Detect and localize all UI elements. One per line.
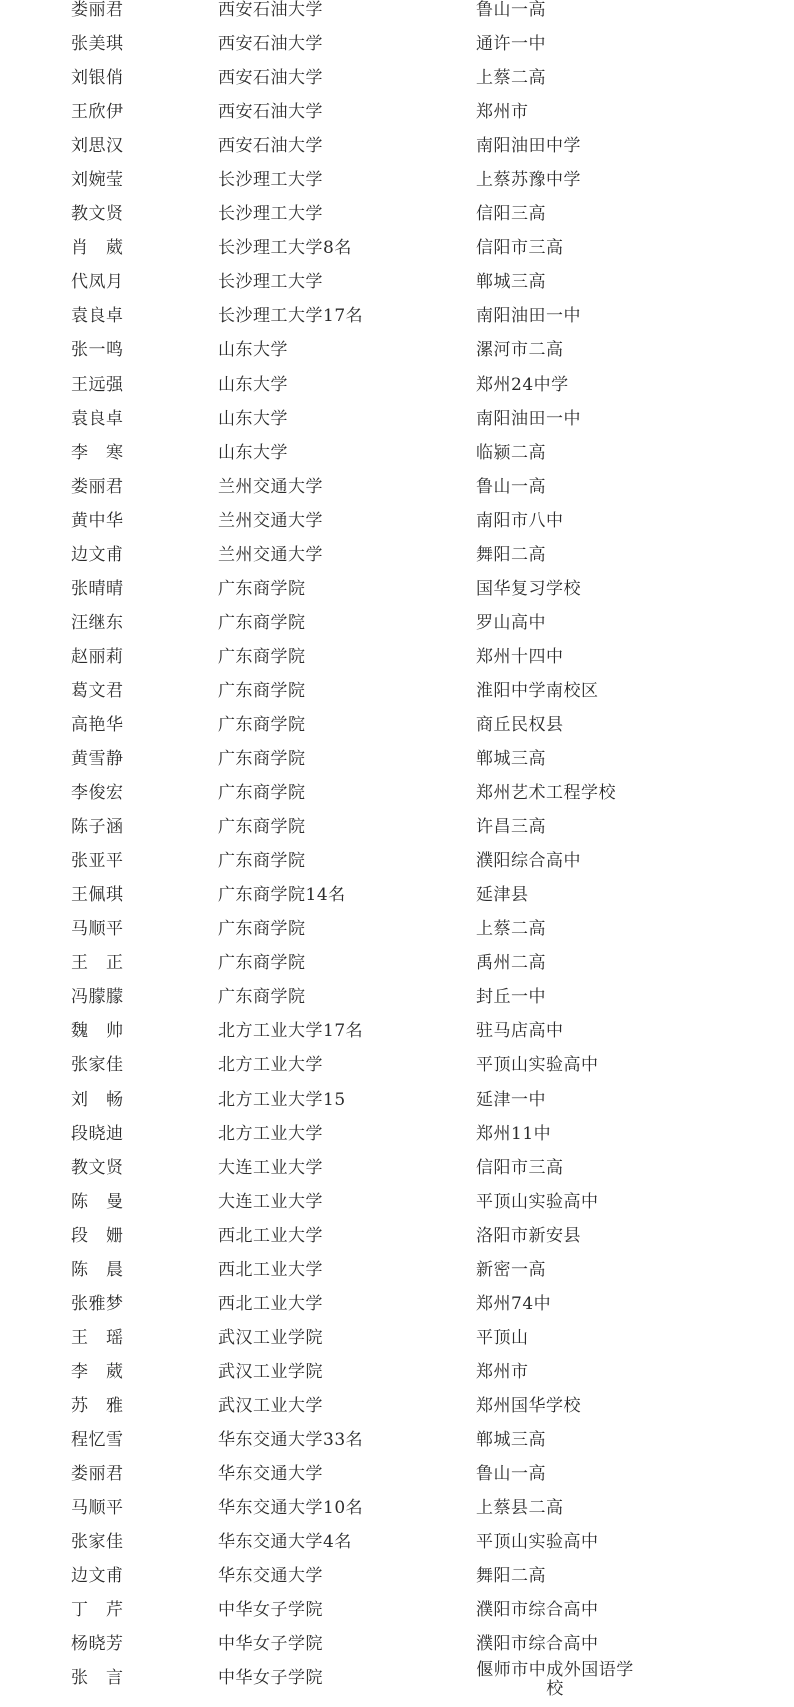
high-school-name: 郸城三高 (476, 749, 546, 770)
high-school-name: 国华复习学校 (476, 578, 581, 599)
student-name: 袁良卓 (71, 306, 124, 327)
university-name: 山东大学 (218, 408, 288, 429)
list-item (0, 606, 794, 640)
student-name: 葛文君 (71, 680, 124, 701)
list-item (0, 1014, 794, 1048)
university-name: 长沙理工大学8名 (218, 238, 352, 259)
high-school-name: 郑州十四中 (476, 646, 564, 667)
high-school-name: 鲁山一高 (476, 476, 546, 497)
list-item (0, 197, 794, 231)
student-name: 黄中华 (71, 510, 124, 531)
university-name: 兰州交通大学 (218, 476, 323, 497)
list-item (0, 265, 794, 299)
high-school-name: 南阳市八中 (476, 510, 564, 531)
student-name: 苏 雅 (71, 1395, 124, 1416)
student-name: 张美琪 (71, 34, 124, 55)
high-school-name: 平顶山 (476, 1327, 529, 1348)
list-item (0, 27, 794, 61)
student-name: 刘思汉 (71, 136, 124, 157)
high-school-name: 鲁山一高 (476, 1464, 546, 1485)
high-school-name: 信阳三高 (476, 204, 546, 225)
list-item (0, 0, 794, 27)
university-name: 西安石油大学 (218, 0, 323, 20)
high-school-name: 濮阳综合高中 (476, 851, 581, 872)
list-item (0, 470, 794, 504)
list-item (0, 402, 794, 436)
list-item (0, 1457, 794, 1491)
high-school-name: 郑州24中学 (476, 374, 569, 395)
high-school-name: 临颍二高 (476, 442, 546, 463)
university-name: 华东交通大学 (218, 1566, 323, 1587)
university-name: 华东交通大学 (218, 1464, 323, 1485)
high-school-name: 淮阳中学南校区 (476, 680, 599, 701)
list-item (0, 776, 794, 810)
university-name: 长沙理工大学 (218, 272, 323, 293)
high-school-name: 郑州艺术工程学校 (476, 783, 616, 804)
high-school-name: 信阳市三高 (476, 1157, 564, 1178)
high-school-name: 许昌三高 (476, 817, 546, 838)
high-school-name: 延津县 (476, 885, 529, 906)
student-name: 段 姗 (71, 1225, 124, 1246)
student-name: 马顺平 (71, 1498, 124, 1519)
list-item (0, 1593, 794, 1627)
student-name: 刘银俏 (71, 68, 124, 89)
university-name: 中华女子学院 (218, 1634, 323, 1655)
list-item (0, 1660, 794, 1700)
university-name: 广东商学院 (218, 578, 306, 599)
student-name: 段晓迪 (71, 1123, 124, 1144)
student-name: 边文甫 (71, 1566, 124, 1587)
university-name: 兰州交通大学 (218, 544, 323, 565)
student-name: 冯朦朦 (71, 987, 124, 1008)
student-name: 刘 畅 (71, 1089, 124, 1110)
student-name: 陈 曼 (71, 1191, 124, 1212)
high-school-name: 禹州二高 (476, 953, 546, 974)
high-school-name: 南阳油田一中 (476, 408, 581, 429)
high-school-name: 新密一高 (476, 1259, 546, 1280)
student-name: 教文贤 (71, 1157, 124, 1178)
student-name: 汪继东 (71, 612, 124, 633)
student-name: 李 葳 (71, 1361, 124, 1382)
university-name: 西安石油大学 (218, 102, 323, 123)
university-name: 山东大学 (218, 340, 288, 361)
list-item (0, 844, 794, 878)
student-name: 代凤月 (71, 272, 124, 293)
list-item (0, 1423, 794, 1457)
list-item (0, 572, 794, 606)
student-name: 赵丽莉 (71, 646, 124, 667)
high-school-name: 商丘民权县 (476, 714, 564, 735)
university-name: 广东商学院 (218, 680, 306, 701)
university-name: 山东大学 (218, 374, 288, 395)
university-name: 广东商学院 (218, 987, 306, 1008)
list-item (0, 1389, 794, 1423)
list-item (0, 299, 794, 333)
high-school-name: 郑州市 (476, 1361, 529, 1382)
student-name: 张 言 (71, 1668, 124, 1689)
list-item (0, 1083, 794, 1117)
high-school-name: 上蔡县二高 (476, 1498, 564, 1519)
list-item (0, 1355, 794, 1389)
student-name: 王远强 (71, 374, 124, 395)
list-item (0, 1185, 794, 1219)
university-name: 北方工业大学 (218, 1055, 323, 1076)
high-school-name: 封丘一中 (476, 987, 546, 1008)
university-name: 山东大学 (218, 442, 288, 463)
university-name: 西安石油大学 (218, 136, 323, 157)
student-name: 张亚平 (71, 851, 124, 872)
high-school-name: 上蔡二高 (476, 919, 546, 940)
university-name: 广东商学院 (218, 612, 306, 633)
university-name: 广东商学院 (218, 749, 306, 770)
student-name: 杨晓芳 (71, 1634, 124, 1655)
university-name: 广东商学院14名 (218, 885, 346, 906)
list-item (0, 504, 794, 538)
list-item (0, 1525, 794, 1559)
student-name: 袁良卓 (71, 408, 124, 429)
student-name: 陈子涵 (71, 817, 124, 838)
high-school-name: 洛阳市新安县 (476, 1225, 581, 1246)
university-name: 北方工业大学15 (218, 1089, 346, 1110)
university-name: 广东商学院 (218, 646, 306, 667)
high-school-name: 平顶山实验高中 (476, 1055, 599, 1076)
university-name: 西安石油大学 (218, 68, 323, 89)
list-item (0, 231, 794, 265)
university-name: 广东商学院 (218, 919, 306, 940)
student-name: 王欣伊 (71, 102, 124, 123)
university-name: 西安石油大学 (218, 34, 323, 55)
student-name: 魏 帅 (71, 1021, 124, 1042)
student-name: 娄丽君 (71, 1464, 124, 1485)
student-name: 娄丽君 (71, 476, 124, 497)
university-name: 华东交通大学33名 (218, 1429, 364, 1450)
university-name: 西北工业大学 (218, 1225, 323, 1246)
list-item (0, 1151, 794, 1185)
student-name: 马顺平 (71, 919, 124, 940)
student-name: 王 正 (71, 953, 124, 974)
high-school-name: 濮阳市综合高中 (476, 1600, 599, 1621)
high-school-name: 延津一中 (476, 1089, 546, 1110)
high-school-name: 偃师市中成外国语学校 (476, 1660, 634, 1700)
list-item (0, 946, 794, 980)
high-school-name: 南阳油田一中 (476, 306, 581, 327)
list-item (0, 1627, 794, 1661)
high-school-name: 驻马店高中 (476, 1021, 564, 1042)
university-name: 中华女子学院 (218, 1600, 323, 1621)
list-item (0, 708, 794, 742)
student-name: 张家佳 (71, 1055, 124, 1076)
student-name: 娄丽君 (71, 0, 124, 20)
university-name: 武汉工业大学 (218, 1395, 323, 1416)
high-school-name: 罗山高中 (476, 612, 546, 633)
university-name: 广东商学院 (218, 783, 306, 804)
list-item (0, 1117, 794, 1151)
university-name: 长沙理工大学17名 (218, 306, 364, 327)
high-school-name: 信阳市三高 (476, 238, 564, 259)
list-item (0, 1253, 794, 1287)
list-item (0, 742, 794, 776)
high-school-name: 郸城三高 (476, 1429, 546, 1450)
high-school-name: 平顶山实验高中 (476, 1532, 599, 1553)
university-name: 北方工业大学 (218, 1123, 323, 1144)
high-school-name: 郑州11中 (476, 1123, 552, 1144)
student-name: 李俊宏 (71, 783, 124, 804)
university-name: 长沙理工大学 (218, 170, 323, 191)
university-name: 西北工业大学 (218, 1293, 323, 1314)
list-item (0, 163, 794, 197)
university-name: 广东商学院 (218, 714, 306, 735)
list-item (0, 129, 794, 163)
high-school-name: 平顶山实验高中 (476, 1191, 599, 1212)
high-school-name: 鲁山一高 (476, 0, 546, 20)
university-name: 广东商学院 (218, 817, 306, 838)
student-name: 高艳华 (71, 714, 124, 735)
list-item (0, 1321, 794, 1355)
student-name: 丁 芹 (71, 1600, 124, 1621)
high-school-name: 上蔡二高 (476, 68, 546, 89)
list-item (0, 538, 794, 572)
university-name: 华东交通大学4名 (218, 1532, 352, 1553)
student-name: 陈 晨 (71, 1259, 124, 1280)
list-item (0, 810, 794, 844)
list-item (0, 436, 794, 470)
student-name: 张家佳 (71, 1532, 124, 1553)
list-item (0, 1219, 794, 1253)
student-name: 王 瑶 (71, 1327, 124, 1348)
student-name: 肖 葳 (71, 238, 124, 259)
high-school-name: 郸城三高 (476, 272, 546, 293)
university-name: 长沙理工大学 (218, 204, 323, 225)
high-school-name: 郑州74中 (476, 1293, 552, 1314)
list-item (0, 333, 794, 367)
list-item (0, 95, 794, 129)
university-name: 武汉工业学院 (218, 1361, 323, 1382)
high-school-name: 舞阳二高 (476, 544, 546, 565)
student-name: 边文甫 (71, 544, 124, 565)
high-school-name: 濮阳市综合高中 (476, 1634, 599, 1655)
list-item (0, 61, 794, 95)
list-item (0, 912, 794, 946)
university-name: 武汉工业学院 (218, 1327, 323, 1348)
student-name: 刘婉莹 (71, 170, 124, 191)
high-school-name: 漯河市二高 (476, 340, 564, 361)
university-name: 华东交通大学10名 (218, 1498, 364, 1519)
university-name: 大连工业大学 (218, 1157, 323, 1178)
student-name: 教文贤 (71, 204, 124, 225)
high-school-name: 郑州市 (476, 102, 529, 123)
list-item (0, 368, 794, 402)
university-name: 广东商学院 (218, 851, 306, 872)
university-name: 广东商学院 (218, 953, 306, 974)
high-school-name: 上蔡苏豫中学 (476, 170, 581, 191)
university-name: 北方工业大学17名 (218, 1021, 364, 1042)
list-item (0, 980, 794, 1014)
high-school-name: 舞阳二高 (476, 1566, 546, 1587)
list-item (0, 674, 794, 708)
list-item (0, 878, 794, 912)
list-item (0, 1048, 794, 1082)
student-name: 王佩琪 (71, 885, 124, 906)
student-name: 张一鸣 (71, 340, 124, 361)
university-name: 中华女子学院 (218, 1668, 323, 1689)
high-school-name: 郑州国华学校 (476, 1395, 581, 1416)
list-item (0, 1559, 794, 1593)
student-name: 李 寒 (71, 442, 124, 463)
student-name: 程忆雪 (71, 1429, 124, 1450)
student-name: 张雅梦 (71, 1293, 124, 1314)
student-name: 黄雪静 (71, 749, 124, 770)
list-item (0, 1491, 794, 1525)
university-name: 兰州交通大学 (218, 510, 323, 531)
university-name: 大连工业大学 (218, 1191, 323, 1212)
list-item (0, 1287, 794, 1321)
university-name: 西北工业大学 (218, 1259, 323, 1280)
high-school-name: 南阳油田中学 (476, 136, 581, 157)
student-name: 张晴晴 (71, 578, 124, 599)
list-item (0, 640, 794, 674)
high-school-name: 通许一中 (476, 34, 546, 55)
